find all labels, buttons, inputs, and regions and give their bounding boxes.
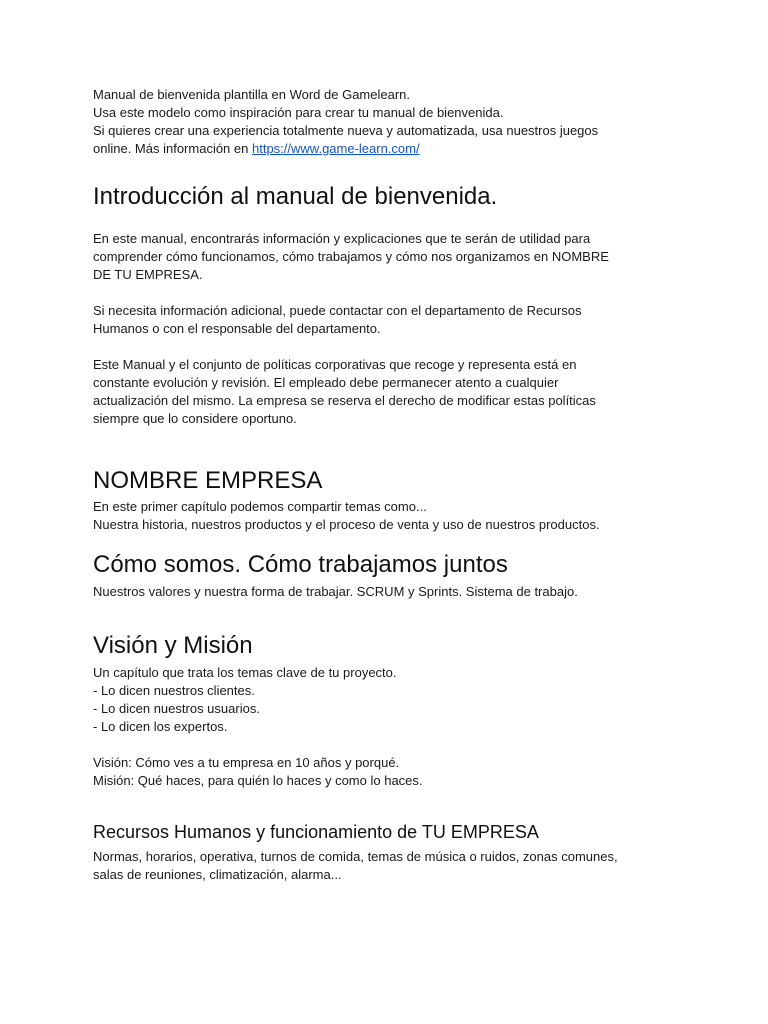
intro-section-heading: Introducción al manual de bienvenida. — [93, 183, 498, 210]
text-line: - Lo dicen los expertos. — [93, 719, 228, 734]
how-section-paragraph — [93, 583, 683, 601]
how-section-heading: Cómo somos. Cómo trabajamos juntos — [93, 551, 508, 578]
intro-line-1: Manual de bienvenida plantilla en Word de Gamelearn. — [93, 87, 411, 102]
intro-section-paragraph-3 — [93, 356, 683, 428]
gamelearn-link[interactable]: https://www.game-learn.com/ — [251, 141, 420, 156]
text-line: Nuestros valores y nuestra forma de trabajar. SCRUM y Sprints. Sistema de trabajo. — [93, 584, 578, 599]
intro-line-3: Si quieres crear una experiencia totalmente nueva y automatizada, usa nuestros juegos — [93, 123, 599, 138]
text-line: siempre que lo considere oportuno. — [93, 411, 297, 426]
intro-line-4-text: online. Más información en — [93, 141, 252, 156]
text-line: Visión: Cómo ves a tu empresa en 10 años y porqué. — [93, 755, 400, 770]
hr-section-paragraph — [93, 848, 683, 884]
text-line: Normas, horarios, operativa, turnos de comida, temas de música o ruidos, zonas comunes, — [93, 849, 618, 864]
text-line: En este primer capítulo podemos compartir temas como... — [93, 499, 427, 514]
text-line: Nuestra historia, nuestros productos y el proceso de venta y uso de nuestros productos. — [93, 517, 600, 532]
text-line: - Lo dicen nuestros usuarios. — [93, 701, 260, 716]
vision-section-paragraph-1 — [93, 664, 683, 736]
vision-section-heading: Visión y Misión — [93, 632, 253, 659]
text-line: DE TU EMPRESA. — [93, 267, 203, 282]
text-line: Si necesita información adicional, puede contactar con el departamento de Recursos — [93, 303, 582, 318]
text-line: constante evolución y revisión. El empleado debe permanecer atento a cualquier — [93, 375, 559, 390]
company-section-heading: NOMBRE EMPRESA — [93, 467, 323, 494]
text-line: Este Manual y el conjunto de políticas corporativas que recoge y representa está en — [93, 357, 577, 372]
text-line: - Lo dicen nuestros clientes. — [93, 683, 255, 698]
text-line: comprender cómo funcionamos, cómo trabajamos y cómo nos organizamos en NOMBRE — [93, 249, 609, 264]
vision-section-paragraph-2 — [93, 754, 683, 790]
company-section-paragraph — [93, 498, 683, 534]
intro-section-paragraph-1 — [93, 230, 683, 284]
intro-section-paragraph-2 — [93, 302, 683, 338]
intro-section-body — [93, 230, 683, 428]
text-line: Humanos o con el responsable del departamento. — [93, 321, 381, 336]
text-line: Un capítulo que trata los temas clave de tu proyecto. — [93, 665, 397, 680]
intro-line-4 — [93, 140, 683, 158]
text-line: actualización del mismo. La empresa se reserva el derecho de modificar estas políticas — [93, 393, 596, 408]
text-line: salas de reuniones, climatización, alarma... — [93, 867, 342, 882]
intro-line-2: Usa este modelo como inspiración para crear tu manual de bienvenida. — [93, 105, 504, 120]
document-page — [93, 86, 683, 884]
intro-block — [93, 86, 683, 158]
intro-paragraph — [93, 86, 683, 158]
text-line: En este manual, encontrarás información y explicaciones que te serán de utilidad para — [93, 231, 591, 246]
text-line: Misión: Qué haces, para quién lo haces y como lo haces. — [93, 773, 423, 788]
hr-section-heading: Recursos Humanos y funcionamiento de TU EMPRESA — [93, 822, 539, 842]
